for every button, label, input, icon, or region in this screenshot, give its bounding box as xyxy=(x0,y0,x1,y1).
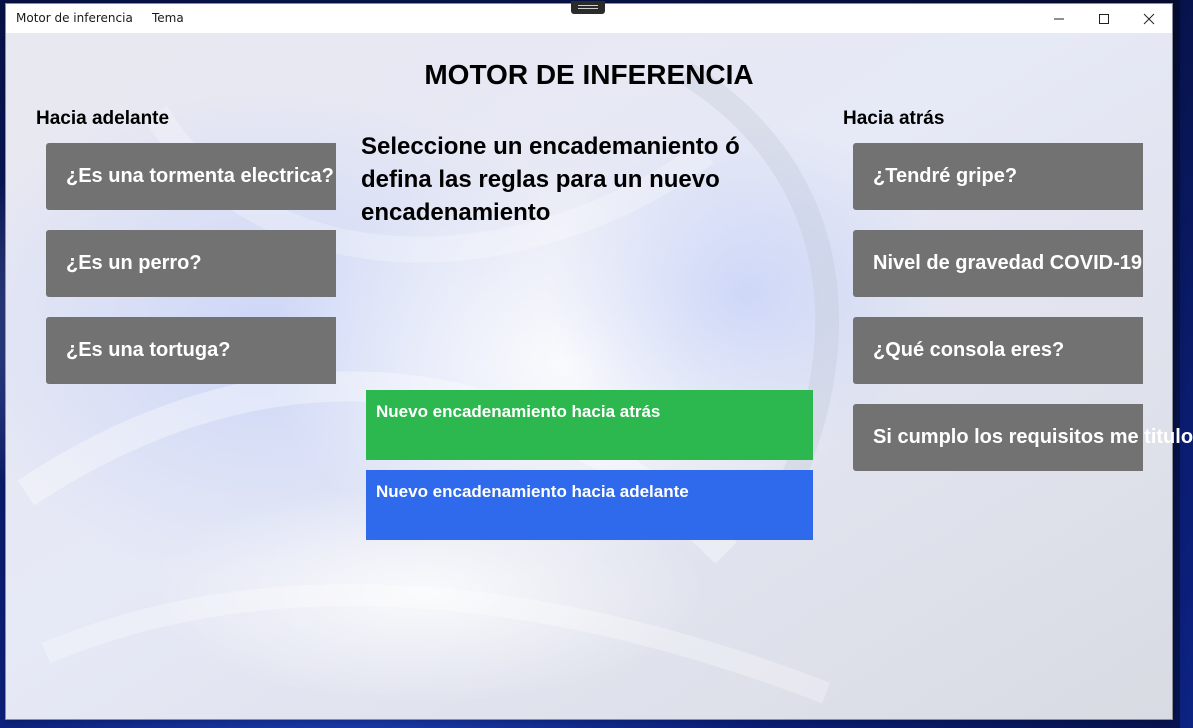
minimize-button[interactable] xyxy=(1036,4,1082,33)
page-title: MOTOR DE INFERENCIA xyxy=(424,59,754,90)
window-grip-handle[interactable] xyxy=(571,1,605,14)
maximize-icon xyxy=(1098,13,1110,25)
forward-section-label: Hacia adelante xyxy=(36,108,170,129)
backward-covid-button[interactable]: Nivel de gravedad COVID-19 xyxy=(853,230,1143,297)
new-backward-chain-button[interactable]: Nuevo encadenamiento hacia atrás xyxy=(366,390,813,460)
instruction-text: Seleccione un encademaniento ó defina las reglas para un nuevo encadenamiento xyxy=(361,133,740,226)
backward-section-label: Hacia atrás xyxy=(843,108,945,129)
main-content xyxy=(6,33,1193,719)
forward-tormenta-button[interactable]: ¿Es una tormenta electrica? xyxy=(46,143,336,210)
close-button[interactable] xyxy=(1126,4,1172,33)
close-icon xyxy=(1143,13,1155,25)
backward-gripe-button[interactable]: ¿Tendré gripe? xyxy=(853,143,1143,210)
maximize-button[interactable] xyxy=(1081,4,1127,33)
forward-tortuga-button[interactable]: ¿Es una tortuga? xyxy=(46,317,336,384)
window-title: Motor de inferencia xyxy=(16,11,133,25)
minimize-icon xyxy=(1053,13,1065,25)
new-forward-chain-button[interactable]: Nuevo encadenamiento hacia adelante xyxy=(366,470,813,540)
app-window xyxy=(5,3,1193,720)
forward-perro-button[interactable]: ¿Es un perro? xyxy=(46,230,336,297)
backward-titulo-button[interactable]: Si cumplo los requisitos me titulo xyxy=(853,404,1143,471)
backward-consola-button[interactable]: ¿Qué consola eres? xyxy=(853,317,1143,384)
menu-tema[interactable]: Tema xyxy=(152,11,184,25)
